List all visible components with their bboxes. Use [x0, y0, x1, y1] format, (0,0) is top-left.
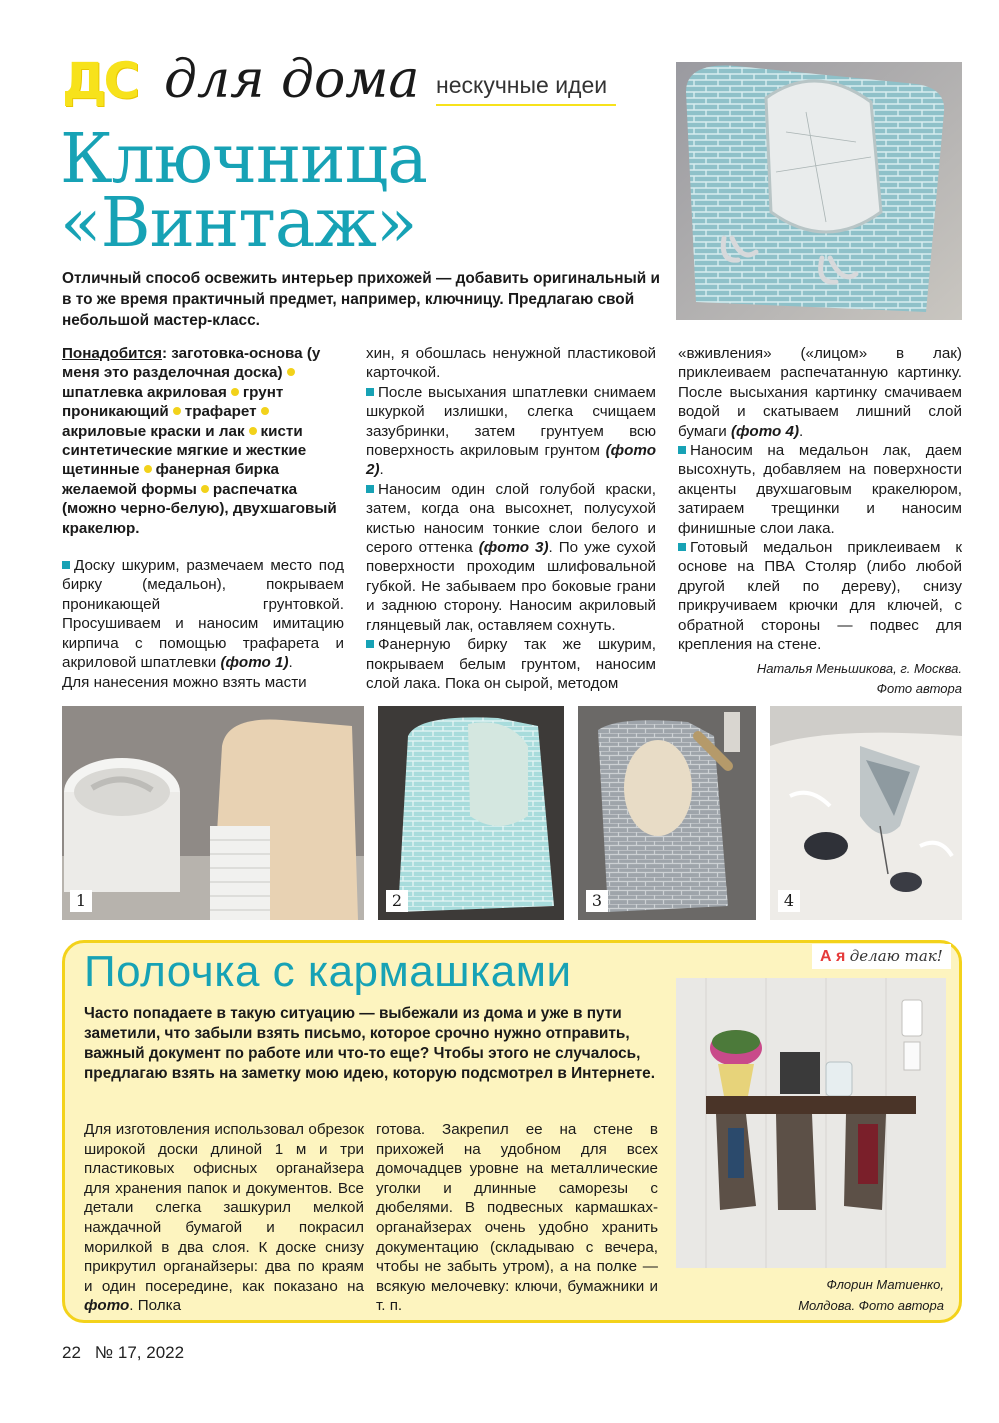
bullet-square-icon [366, 640, 374, 648]
needs-item: трафарет [184, 403, 257, 421]
bullet-square-icon [366, 388, 374, 396]
bullet-dot-icon [231, 388, 239, 396]
step-photo-4 [770, 706, 962, 920]
sidebar-column-1: Для изготовления использовал обрезок широкой доски длиной 1 м и три пластиковых офисных органайзера для хранения папок и документов. Все детали слегка зашкурил мелкой наждачной бумагой и покрасил морилкой в два слоя. К доске снизу прикрутил органайзеры: два по краям и один посередине, как показано на фото. Полка [84, 1121, 364, 1315]
paragraph: По уже сухой поверхности проходим шлифовальной губкой. Не забываем про боковые грани и заднюю сторону. Наносим акриловый глянцевый лак, оставляем сохнуть. [366, 539, 656, 634]
photo-number: 1 [70, 890, 92, 912]
rubric-label: нескучные идеи [436, 72, 608, 98]
bullet-dot-icon [249, 427, 257, 435]
sidebar-article-lead: Часто попадаете в такую ситуацию — выбежали из дома и уже в пути заметили, что забыли взять письмо, которое срочно нужно отправить, важный документ по работе или что-то еще? Чтобы этого не случалось, предлагаю взять на заметку мою идею, которую подсмотрел в Интернете. [84, 1005, 655, 1082]
photo-ref: (фото 3) [478, 539, 549, 557]
issue-number: № 17, 2022 [94, 1343, 185, 1362]
photo-number: 3 [586, 890, 608, 912]
rubric-underline [436, 104, 616, 106]
author-signature: Наталья Меньшикова, г. Москва. Фото автора [756, 660, 962, 696]
needs-item: кисти синтетические мягкие и жесткие щетинные [62, 422, 307, 479]
bullet-dot-icon [287, 368, 295, 376]
article-column-1: Понадобится: заготовка-основа (у меня это разделочная доска)шпатлевка акриловая грунт проникающий трафаретакриловые краски и лак кисти синтетические мягкие и жесткие щетинные фанерная бирка желаемой формы распечатка (можно черно-белую), двухшаговый кракелюр. Доску шкурим, размечаем место под бирку (медальон), покрываем проникающей грунтовкой. Просушиваем и наносим имитацию кирпича с помощью трафарета и акриловой шпатлевки (фото 1). Для нанесения можно взять масти [62, 345, 344, 691]
photo-ref: фото [84, 1297, 130, 1315]
article-title: Ключница «Винтаж» [60, 120, 427, 263]
photo-number: 2 [386, 890, 408, 912]
photo-ref: (фото 1) [220, 654, 289, 672]
needs-label: Понадобится [62, 345, 162, 362]
photo-number: 4 [778, 890, 800, 912]
section-title: для дома [164, 50, 420, 110]
paragraph: Доску шкурим, размечаем место под бирку (медальон), покрываем проникающей грунтовкой. Просушиваем и наносим имитацию кирпича с помощью трафарета и акриловой шпатлевки [62, 557, 344, 672]
paragraph: Наносим на медальон лак, даем высохнуть, добавляем на поверхности акценты двухшаговым кракелюром, затираем трещинки и наносим финишные слои лака. [678, 442, 962, 537]
bullet-square-icon [62, 561, 70, 569]
bullet-dot-icon [173, 407, 181, 415]
needs-item: грунт проникающий [62, 383, 284, 421]
step-photo-1 [62, 706, 364, 920]
needs-item: распечатка (можно черно-белую), двухшаговый кракелюр. [62, 480, 337, 537]
paragraph: Наносим один слой голубой краски, затем, когда она высохнет, полусухой кистью наносим тонкие слои белого и серого оттенка [366, 480, 656, 557]
bullet-square-icon [678, 543, 686, 551]
paragraph: хин, я обошлась ненужной пластиковой карточкой. [366, 345, 656, 382]
paragraph: «вживления» («лицом» в лак) приклеиваем распечатанную картинку. После высыхания картинку смачиваем водой и скатываем лишний слой бумаги [678, 345, 962, 440]
bullet-square-icon [366, 485, 374, 493]
article-column-2: хин, я обошлась ненужной пластиковой карточкой. После высыхания шпатлевки снимаем шкуркой излишки, слегка счищаем зазубринки, затем грунтуем всю поверхность акриловым грунтом (фото 2). Наносим один слой голубой краски, затем, когда она высохнет, полусухой кистью наносим тонкие слои белого и серого оттенка (фото 3). По уже сухой поверхности проходим шлифовальной губкой. Не забываем про боковые грани и заднюю сторону. Наносим акриловый глянцевый лак, оставляем сохнуть. Фанерную бирку так же шкурим, покрываем белым грунтом, наносим слой лака. Пока он сырой, методом [366, 345, 656, 692]
step-photo-3 [578, 706, 756, 920]
paragraph: Фанерную бирку так же шкурим, покрываем белым грунтом, наносим слой лака. Пока он сырой, методом [366, 636, 656, 692]
paragraph: Готовый медальон приклеиваем к основе на ПВА Столяр (либо любой другой клей по дереву), снизу прикручиваем крючки для ключей, с обратной стороны — подвес для крепления на стене. [678, 539, 962, 654]
shelf-photo [676, 978, 946, 1268]
needs-item: фанерная бирка желаемой формы [62, 461, 279, 498]
paragraph: Для нанесения можно взять масти [62, 673, 307, 691]
bullet-square-icon [678, 446, 686, 454]
step-photo-2 [378, 706, 564, 920]
page-number: 22 [62, 1343, 81, 1362]
needs-item: акриловые краски и лак [62, 422, 245, 440]
column-tag: А я делаю так! [812, 944, 951, 969]
article-column-3: «вживления» («лицом» в лак) приклеиваем распечатанную картинку. После высыхания картинку смачиваем водой и скатываем лишний слой бумаги (фото 4). Наносим на медальон лак, даем высохнуть, добавляем на поверхности акценты двухшаговым кракелюром, затираем трещинки и наносим финишные слои лака. Готовый медальон приклеиваем к основе на ПВА Столяр (либо любой другой клей по дереву), снизу прикручиваем крючки для ключей, с обратной стороны — подвес для крепления на стене. Наталья Меньшикова, г. Москва. Фото автора [678, 344, 962, 699]
bullet-dot-icon [144, 465, 152, 473]
paragraph: После высыхания шпатлевки снимаем шкуркой излишки, слегка счищаем зазубринки, затем грунтуем всю поверхность акриловым грунтом [366, 383, 656, 460]
photo-ref: (фото 2) [366, 442, 656, 479]
photo-ref: (фото 4) [730, 422, 800, 440]
needs-item: шпатлевка акриловая [62, 383, 227, 401]
hero-photo-key-holder [676, 62, 962, 320]
sidebar-column-2: готова. Закрепил ее на стене в прихожей на удобном для всех домочадцев уровне на металлические уголки и длинные саморезы с дюбелями. В подвесных кармашках-органайзерах очень удобно хранить документацию (складываю с вечера, чтобы не забыть утром), а на полке — всякую мелочевку: ключи, бумажники и т. п. [376, 1121, 658, 1315]
bullet-dot-icon [201, 485, 209, 493]
bullet-dot-icon [261, 407, 269, 415]
brand-logo: ДС [62, 52, 138, 110]
article-lead: Отличный способ освежить интерьер прихожей — добавить оригинальный и в то же время практичный предмет, например, ключницу. Предлагаю свой небольшой мастер-класс. [62, 270, 660, 329]
sidebar-article-title: Полочка с кармашками [84, 947, 572, 996]
needs-item: заготовка-основа (у меня это разделочная доска) [62, 345, 321, 382]
page-footer [62, 1343, 184, 1363]
sidebar-author-signature: Флорин Матиенко, Молдова. Фото автора [798, 1277, 944, 1313]
